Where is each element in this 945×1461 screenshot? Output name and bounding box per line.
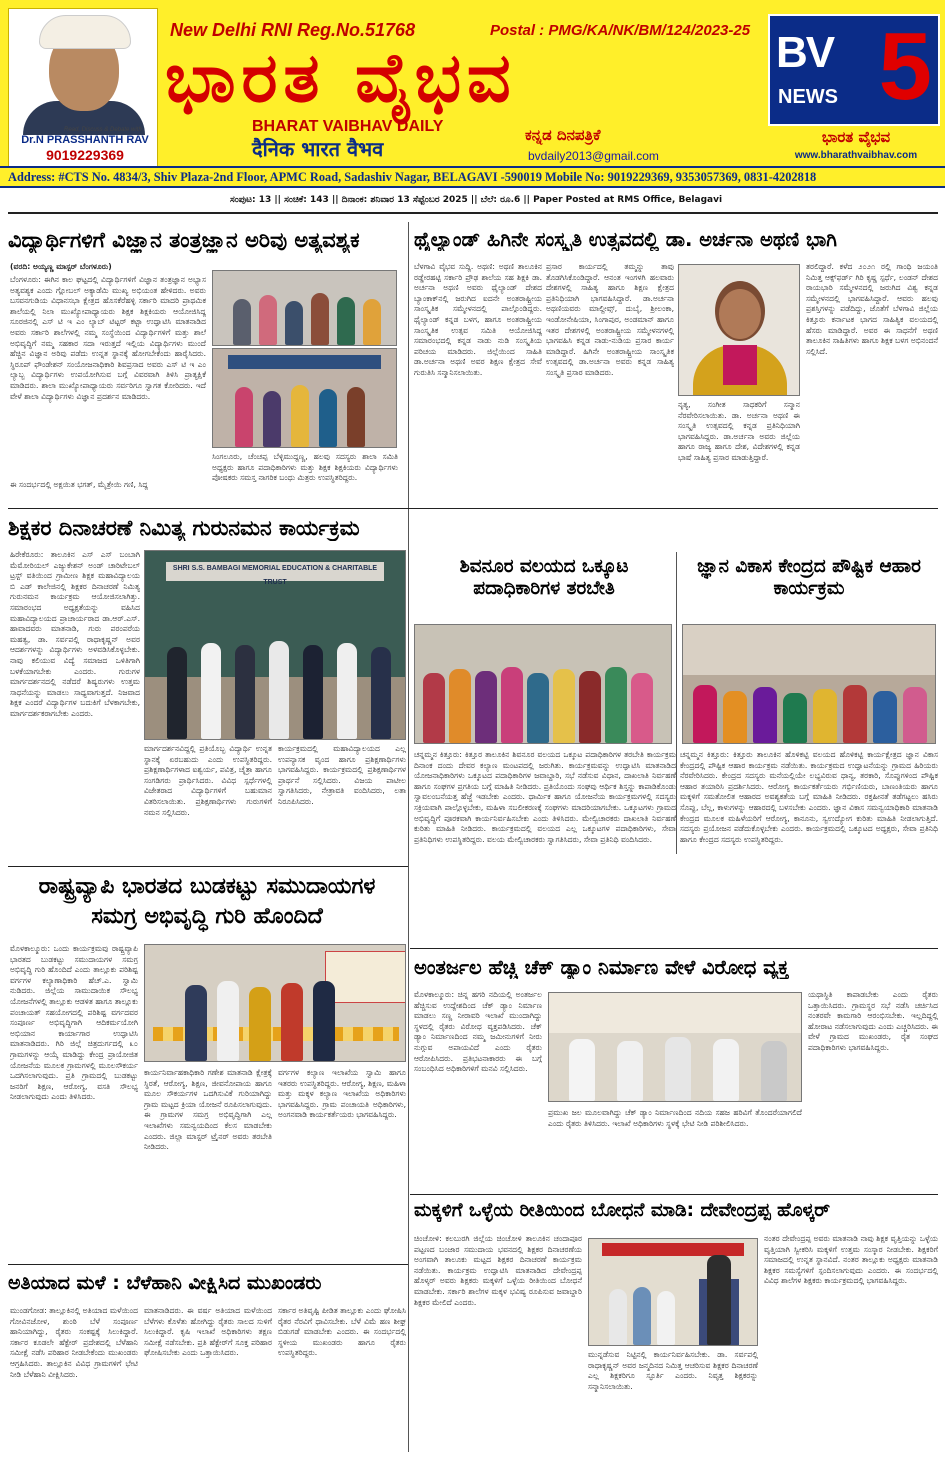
article-body: ನಂತರ ದೇವೇಂದ್ರಪ್ಪ ಅವರು ಮಾತನಾಡಿ ನಾವು ಶಿಕ್ಷಕ ವೃತ್ತಿಯನ್ನು ಒಳ್ಳೆಯ ವೃತ್ತಿಯಾಗಿ ಸ್ವೀಕರಿಸಿ ಮಕ್ಕಳಿಗೆ ಉತ್ತಮ ಸಂಸ್ಕಾರ ನೀಡಬೇಕು. ಶಿಕ್ಷಕರಿಗೆ ಸಮಾಜದಲ್ಲಿ ಉನ್ನತ ಸ್ಥಾನವಿದೆ. ನಂತರ ತಾಲ್ಲೂಕು ಅಧ್ಯಕ್ಷರು ಮಾತನಾಡಿ ಶಿಕ್ಷಕರ ಸಮಸ್ಯೆಗಳಿಗೆ ಸ್ಪಂದಿಸಲಾಗುವುದು ಎಂದರು. ಈ ಸಂದರ್ಭದಲ್ಲಿ ವಿವಿಧ ಶಾಲೆಗಳ ಶಿಕ್ಷಕರು ಕಾರ್ಯಕ್ರಮದಲ್ಲಿ ಭಾಗವಹಿಸಿದ್ದರು. [764,1234,938,1286]
article-body: ನೃತ್ಯ, ಸಂಗೀತ ಸಾಧಕರಿಗೆ ಸನ್ಮಾನ ನೆರವೇರಿಸಲಾಯಿತು. ಡಾ. ಅರ್ಚನಾ ಅಥಣಿ ಈ ಸಂಸ್ಕೃತಿ ಉತ್ಸವದಲ್ಲಿ ಕನ್ನಡ ಪ್ರತಿನಿಧಿಯಾಗಿ ಭಾಗವಹಿಸಿದ್ದರು. ಡಾ.ಅರ್ಚನಾ ಅವರು ಜಿಲ್ಲೆಯ ಹಾಗೂ ರಾಜ್ಯ ಹಾಗೂ ದೇಶ, ವಿದೇಶಗಳಲ್ಲಿ ಕನ್ನಡ ಭಾಷೆ ಸಾಹಿತ್ಯ ಪ್ರಸಾರ ಮಾಡುತ್ತಿದ್ದಾರೆ. [678,400,800,462]
article-body: ಈ ಸಂದರ್ಭದಲ್ಲಿ ಅಕ್ಷಯಿತ ಭಗತ್, ಮೈತ್ರೇಯಿ ಗಣಿ, ಸಿದ್ದ [10,480,148,489]
article-body: ಕಾರ್ಯಕ್ರಮದಲ್ಲಿ ಮಹಾವಿದ್ಯಾಲಯದ ಎಲ್ಲ ಉಪನ್ಯಾಸಕ ವೃಂದ ಹಾಗೂ ಪ್ರಶಿಕ್ಷಣಾರ್ಥಿಗಳು ಭಾಗವಹಿಸಿದ್ದರು. ಕಾರ್ಯಕ್ರಮದಲ್ಲಿ ಪ್ರಶಿಕ್ಷಣಾರ್ಥಿಗಳ ಪ್ರಾರ್ಥನೆ ಸಲ್ಲಿಸಿದರು. ವಿಜಯ ಪಾಟೀಲ ಸ್ವಾಗತಿಸಿದರು, ನೇತ್ರಾವತಿ ವಂದಿಸಿದರು, ಲತಾ ನಿರೂಪಿಸಿದರು. [278,744,406,806]
divider [8,508,938,509]
article-body: ಯಥಾಸ್ಥಿತಿ ಕಾಪಾಡಬೇಕು ಎಂದು ರೈತರು ಒತ್ತಾಯಿಸಿದರು. ಗ್ರಾಮಸ್ಥರ ಸಭೆ ನಡೆಸಿ ಚರ್ಚಿಸಿದ ನಂತರವೇ ಕಾಮಗಾರಿ ಆರಂಭಿಸಬೇಕು. ಇಲ್ಲದಿದ್ದಲ್ಲಿ ಹೋರಾಟ ನಡೆಸಲಾಗುವುದು ಎಂದು ಎಚ್ಚರಿಸಿದರು. ಈ ವೇಳೆ ಗ್ರಾಮದ ಮುಖಂಡರು, ರೈತ ಸಂಘದ ಪದಾಧಿಕಾರಿಗಳು ಭಾಗವಹಿಸಿದ್ದರು. [808,990,938,1052]
headline-shivanur-training: ಶಿವನೂರ ವಲಯದ ಒಕ್ಕೂಟ ಪದಾಧಿಕಾರಿಗಳ ತರಬೇತಿ [459,556,629,600]
channel-name-kannada: ಭಾರತ ವೈಭವ [821,128,891,146]
rni-number: New Delhi RNI Reg.No.51768 [170,20,416,40]
newspaper-title-kannada: ಭಾರತ ವೈಭವ [165,39,517,118]
headline-thailand-festival: ಥೈಲ್ಯಾಂಡ್ ಹಿಗಿನೇ ಸಂಸ್ಕೃತಿ ಉತ್ಸವದಲ್ಲಿ ಡಾ. ಅರ್ಚನಾ ಅಥಣಿ ಭಾಗಿ [414,228,837,251]
article-body: ಬೆಳಗಾವಿ ವೈಭವ ಸುದ್ದಿ. ಅಥಣಿ: ಅಥಣಿ ತಾಲೂಕಿನ ರಡ್ಡೇರಹಟ್ಟಿ ಸರ್ಕಾರಿ ಪ್ರೌಢ ಶಾಲೆಯ ಸಹ ಶಿಕ್ಷಕಿ ಡಾ. ಅರ್ಚನಾ ಅಥಣಿ ಅವರು ಥೈಲ್ಯಾಂಡ್ ದೇಶದ ಬ್ಯಾಂಕಾಕ್‌ನಲ್ಲಿ ಜರುಗಿದ ಐದನೇ ಅಂತರಾಷ್ಟ್ರೀಯ ಸಾಂಸ್ಕೃತಿಕ ಸಮ್ಮೇಳನದಲ್ಲಿ ಪಾಲ್ಗೊಂಡಿದ್ದರು. ಥೈಲ್ಯಾಂಡ್ ಕನ್ನಡ ಬಳಗ, ಹಾಗೂ ಅಂತರಾಷ್ಟ್ರೀಯ ಸಾಂಸ್ಕೃತಿಕ ಉತ್ಸವ ಸಮಿತಿ ಆಯೋಜಿಸಿದ್ದ ಸಮಾರಂಭದಲ್ಲಿ ಕನ್ನಡ ನಾಡು ನುಡಿ ಸಂಸ್ಕೃತಿಯ ಪರಿಚಯ ಮಾಡಿದರು. ಜಿಲ್ಲೆಯಿಂದ ಸಾಹಿತಿ ಡಾ.ಅರ್ಚನಾ ಅಥಣಿ ಅವರ ಶಿಕ್ಷಣ ಕ್ಷೇತ್ರದ ಸೇವೆ ಗುರುತಿಸಿ ಸನ್ಮಾನಿಸಲಾಯಿತು. [414,262,542,377]
headline-line-2: ಸಮಗ್ರ ಅಭಿವೃದ್ಧಿ ಗುರಿ ಹೊಂದಿದೆ [91,904,323,929]
newspaper-title-english: BHARAT VAIBHAV DAILY [252,118,444,135]
editor-phone: 9019229369 [46,147,124,163]
headline-science-awareness: ವಿದ್ಯಾರ್ಥಿಗಳಿಗೆ ವಿಜ್ಞಾನ ತಂತ್ರಜ್ಞಾನ ಅರಿವು ಅತ್ಯವಶ್ಯಕ [8,228,360,252]
article-body: ಸರ್ಕಾರ ಅತಿವೃಷ್ಟಿ ಪೀಡಿತ ತಾಲ್ಲೂಕು ಎಂದು ಘೋಷಿಸಿ ರೈತರ ನೆರವಿಗೆ ಧಾವಿಸಬೇಕು. ಬೆಳೆ ವಿಮೆ ಹಣ ಶೀಘ್ರ ಬಿಡುಗಡೆ ಮಾಡಬೇಕು ಎಂದರು. ಈ ಸಂದರ್ಭದಲ್ಲಿ ಸ್ಥಳೀಯ ಮುಖಂಡರು ಹಾಗೂ ರೈತರು ಉಪಸ್ಥಿತರಿದ್ದರು. [278,1306,406,1358]
article-body: ವರ್ಗಗಳ ಕಲ್ಯಾಣ ಇಲಾಖೆಯ ಸ್ವಾಮಿ ಹಾಗೂ ಇತರರು ಉಪಸ್ಥಿತರಿದ್ದರು. ಆರೋಗ್ಯ, ಶಿಕ್ಷಣ, ಮಹಿಳಾ ಮತ್ತು ಮಕ್ಕಳ ಕಲ್ಯಾಣ ಇಲಾಖೆಯ ಅಧಿಕಾರಿಗಳು ಭಾಗವಹಿಸಿದ್ದರು. ಗ್ರಾಮ ಪಂಚಾಯತಿ ಅಧಿಕಾರಿಗಳು, ಅಂಗನವಾಡಿ ಕಾರ್ಯಕರ್ತೆಯರು ಭಾಗವಹಿಸಿದ್ದರು. [278,1068,406,1120]
column-divider [408,222,409,1452]
news-photo [414,624,672,744]
newspaper-title-hindi: दैनिक भारत वैभव [252,137,384,161]
article-body: ತರಲಿದ್ದಾರೆ. ಕಳೆದ ೨೦೨೧ ರಲ್ಲಿ ಗಾಂಧಿ ಜಯಂತಿ ನಿಮಿತ್ತ ಆಕ್ಸ್‌ಫರ್ಡ್ ಗಿರಿ ಕೃಷ್ಣ ಸ್ಪರ್ಧೆ, ಲಂಡನ್ ದೇಶದ ರಾಯಭಾರಿ ಸಮ್ಮೇಳನದಲ್ಲಿ ಜರುಗಿದ ವಿಶ್ವ ಕನ್ನಡ ಸಮ್ಮೇಳನದಲ್ಲಿ ಭಾಗವಹಿಸಿದ್ದಾರೆ. ಆವರು ಹಲವು ಪ್ರಶಸ್ತಿಗಳನ್ನು ಪಡೆದಿದ್ದು, ಜೊತೆಗೆ ಬೆಳಗಾವಿ ಜಿಲ್ಲೆಯ ಕಿತ್ತೂರು ಕರ್ನಾಟಕ ಭಾಗದ ಸಾಹಿತ್ಯಿಕ ವಲಯದಲ್ಲಿ ಹೆಸರು ಮಾಡಿದ್ದಾರೆ. ಅವರ ಈ ಸಾಧನೆಗೆ ಅಥಣಿ ತಾಲೂಕಿನ ಸಾಹಿತಿಗಳು ಹಾಗೂ ಶಿಕ್ಷಕ ಬಳಗ ಅಭಿನಂದನೆ ಸಲ್ಲಿಸಿದೆ. [806,262,938,356]
article-body: ಕಾರ್ಯನಿರ್ವಾಹಕಾಧಿಕಾರಿ ಗಣೇಶ ಮಾತನಾಡಿ ಕ್ಷೇತ್ರಕ್ಕೆ ಸ್ಥಿರತೆ, ಆರೋಗ್ಯ, ಶಿಕ್ಷಣ, ಜೀವನೋಪಾಯ ಹಾಗೂ ಮೂಲ ಸೌಕರ್ಯಗಳ ಒದಗಿಸುವಿಕೆ ಗುರಿಯಾಗಿದ್ದು ಗ್ರಾಮ ಮಟ್ಟದ ಕ್ರಿಯಾ ಯೋಜನೆ ರೂಪಿಸಲಾಗುವುದು. ಈ ಗ್ರಾಮಗಳ ಸಮಗ್ರ ಅಭಿವೃದ್ಧಿಗಾಗಿ ಎಲ್ಲ ಇಲಾಖೆಗಳು ಸಮನ್ವಯದಿಂದ ಕೆಲಸ ಮಾಡಬೇಕು ಎಂದರು. ಜಿಲ್ಲಾ ಮಾಸ್ಟರ್ ಟ್ರೈನರ್ ಅವರು ತರಬೇತಿ ನೀಡಿದರು. [144,1068,272,1152]
headline-check-dam-protest: ಅಂತರ್ಜಲ ಹೆಚ್ಚಿ ಚೆಕ್ ಡ್ಯಾಂ ನಿರ್ಮಾಣ ವೇಳೆ ವಿರೋಧ ವ್ಯಕ್ತ [414,956,789,979]
article-body: ಮೊಳಕಾಲ್ಮೂರು: ಒಂದು ಕಾರ್ಯಕ್ರಮವು ರಾಷ್ಟ್ರವ್ಯಾಪಿ ಭಾರತದ ಬುಡಕಟ್ಟು ಸಮುದಾಯಗಳ ಸಮಗ್ರ ಅಭಿವೃದ್ಧಿ ಗುರಿ ಹೊಂದಿದೆ ಎಂದು ತಾಲ್ಲೂಕು ಪರಿಶಿಷ್ಟ ವರ್ಗಗಳ ಕಲ್ಯಾಣಾಧಿಕಾರಿ ಹೆಚ್.ಎ. ಸ್ವಾಮಿ ನುಡಿದರು. ಜಿಲ್ಲೆಯ ಸಾಮುದಾಯಿಕ ಸೌಲಭ್ಯ ಯೋಜನೆಗಳಲ್ಲಿ ತಾಲ್ಲೂಕು ಆಡಳಿತ ಹಾಗೂ ತಾಲ್ಲೂಕು ಪಂಚಾಯತ್ ಸಹಯೋಗದಲ್ಲಿ ಪರಿಶಿಷ್ಟ ವರ್ಗದವರ ಸಂಪೂರ್ಣ ಅಭಿವೃದ್ಧಿಗಾಗಿ ಆದಿಕರ್ಮಯೋಗಿ ಅಭಿಯಾನ ಕಾರ್ಯಾಗಾರ ಉದ್ಘಾಟಿಸಿ ಮಾತನಾಡಿದರು. ಗಿರಿ ಜಿಲ್ಲೆ ಚಿತ್ರದುರ್ಗದಲ್ಲಿ ೩೦ ಗ್ರಾಮಗಳನ್ನು ಆಯ್ಕೆ ಮಾಡಿದ್ದು ಕೇಂದ್ರ ಪ್ರಾಯೋಜಿತ ಯೋಜನೆಯ ಮೂಲಕ ಗ್ರಾಮಗಳಲ್ಲಿ ಮೂಲಸೌಕರ್ಯ ಒದಗಿಸಲಾಗುವುದು. ಪ್ರತಿ ಗ್ರಾಮದಲ್ಲಿ ಬುಡಕಟ್ಟು ಜನರಿಗೆ ಶಿಕ್ಷಣ, ಆರೋಗ್ಯ, ವಸತಿ ಸೌಲಭ್ಯ ನೀಡಲಾಗುವುದು ಎಂದು ತಿಳಿಸಿದರು. [10,944,138,1102]
article-body: ಪ್ರಸಾರ ಕಾರ್ಯದಲ್ಲಿ ತಮ್ಮನ್ನು ತಾವು ತೊಡಗಿಸಿಕೊಂಡಿದ್ದಾರೆ. ಆನಂತ ಇಂಗಳಗಿ ಹಲವಾರು ದೇಶಗಳಲ್ಲಿ ಸಾಹಿತ್ಯ ಹಾಗೂ ಶಿಕ್ಷಣ ಕ್ಷೇತ್ರದ ಪ್ರತಿನಿಧಿಯಾಗಿ ಭಾಗವಹಿಸಿದ್ದಾರೆ. ಡಾ.ಅರ್ಚನಾ ಅಥಣಿಯವರು ಮಾಲ್ದೀವ್ಸ್, ದುಬೈ, ಶ್ರೀಲಂಕಾ, ಇಂಡೋನೇಷಿಯಾ, ಸಿಂಗಾಪುರ, ಅಂಡಮಾನ್ ಹಾಗೂ ಇತರ ದೇಶಗಳಲ್ಲಿ ಅಂತರಾಷ್ಟ್ರೀಯ ಸಮ್ಮೇಳನಗಳಲ್ಲಿ ಭಾಗವಹಿಸಿ ಕನ್ನಡ ನಾಡು-ನುಡಿಯ ಪ್ರಸಾರ ಕಾರ್ಯ ಮಾಡಿದ್ದಾರೆ. ಹಿಗಿನೇ ಅಂತರಾಷ್ಟ್ರೀಯ ಸಾಂಸ್ಕೃತಿಕ ಉತ್ಸವದಲ್ಲಿ ಡಾ.ಅರ್ಚನಾ ಅವರು ಕನ್ನಡ ಸಾಹಿತ್ಯ ಸಂಸ್ಕೃತಿ ಪ್ರಸಾರ ಮಾಡಿದರು. [546,262,674,377]
headline-tribal-development [8,872,406,932]
divider [8,1264,408,1265]
website-link[interactable]: www.bharathvaibhav.com [794,150,918,161]
article-body: ಚನ್ನಮ್ಮನ ಕಿತ್ತೂರು: ಕಿತ್ತೂರ ತಾಲೂಕಿನ ಶಿವನೂರ ವಲಯದ ಒಕ್ಕೂಟ ಪದಾಧಿಕಾರಿಗಳ ತರಬೇತಿ ಕಾರ್ಯಕ್ರಮ ದಿನಾಂಕ ದಂದು ದೇವರ ಕಲ್ಯಾಣ ಮಂಟಪದಲ್ಲಿ ಜರುಗಿತು. ಕಾರ್ಯಕ್ರಮವನ್ನು ಉದ್ಘಾಟಿಸಿ ಮಾತನಾಡಿದ ಯೋಜನಾಧಿಕಾರಿಗಳು ಒಕ್ಕೂಟದ ಪದಾಧಿಕಾರಿಗಳ ಜವಾಬ್ದಾರಿ, ಸಭೆ ನಡೆಸುವ ವಿಧಾನ, ದಾಖಲಾತಿ ನಿರ್ವಹಣೆ ಹಾಗೂ ಸಂಘಗಳ ಪ್ರಗತಿಯ ಬಗ್ಗೆ ಮಾಹಿತಿ ನೀಡಿದರು. ಪ್ರತಿಯೊಂದು ಸಂಘವು ಆರ್ಥಿಕ ಶಿಸ್ತನ್ನು ಕಾಪಾಡಿಕೊಂಡು ಸ್ವಾವಲಂಬನೆಯತ್ತ ಹೆಜ್ಜೆ ಇಡಬೇಕು ಎಂದರು. ಧಾರ್ಮಿಕ ಹಾಗೂ ಯೋಜನೆಯ ಕಾರ್ಯಕ್ರಮಗಳಲ್ಲಿ ಸದಸ್ಯರು ಸಕ್ರಿಯವಾಗಿ ಪಾಲ್ಗೊಳ್ಳಬೇಕು, ಮಹಿಳಾ ಸಬಲೀಕರಣಕ್ಕೆ ಸಂಘಗಳು ಮಾದರಿಯಾಗಬೇಕು. ಒಕ್ಕೂಟಗಳು ಗ್ರಾಮದ ಅಭಿವೃದ್ಧಿಗೆ ಪೂರಕವಾಗಿ ಕಾರ್ಯನಿರ್ವಹಿಸಬೇಕು ಎಂದು ತಿಳಿಸಿದರು. ಮೇಲ್ವಿಚಾರಕರು ದಾಖಲಾತಿ ನಿರ್ವಹಣೆ ಕುರಿತು ಮಾಹಿತಿ ನೀಡಿದರು. ಕಾರ್ಯಕ್ರಮದಲ್ಲಿ ವಲಯದ ಎಲ್ಲ ಒಕ್ಕೂಟಗಳ ಪದಾಧಿಕಾರಿಗಳು, ಸೇವಾ ಪ್ರತಿನಿಧಿಗಳು ಉಪಸ್ಥಿತರಿದ್ದರು. ವಲಯ ಮೇಲ್ವಿಚಾರಕರು ಸ್ವಾಗತಿಸಿದರು, ಸೇವಾ ಪ್ರತಿನಿಧಿ ವಂದಿಸಿದರು. [414,750,676,844]
article-body: ಪ್ರಮುಖ ಜಲ ಮೂಲವಾಗಿದ್ದು ಚೆಕ್ ಡ್ಯಾಂ ನಿರ್ಮಾಣದಿಂದ ನದಿಯ ಸಹಜ ಹರಿವಿಗೆ ತೊಂದರೆಯಾಗಲಿದೆ ಎಂದು ರೈತರು ತಿಳಿಸಿದರು. ಇಲಾಖೆ ಅಧಿಕಾರಿಗಳು ಸ್ಥಳಕ್ಕೆ ಭೇಟಿ ನೀಡಿ ಪರಿಶೀಲಿಸಿದರು. [548,1108,802,1128]
divider [8,212,938,214]
article-body: ಮಾರ್ಗದರ್ಶನವಿದ್ದಲ್ಲಿ ಪ್ರತಿಯೊಬ್ಬ ವಿದ್ಯಾರ್ಥಿ ಉನ್ನತ ಸ್ಥಾನಕ್ಕೆ ಏರಬಹುದು ಎಂದು ಉಪಸ್ಥಿತರಿದ್ದರು. ಪ್ರಶಿಕ್ಷಣಾರ್ಥಿಗಳಾದ ಐಶ್ವರ್ಯ, ಪವಿತ್ರ, ಚೈತ್ರಾ ಹಾಗೂ ಸಂಗಡಿಗರು ಪ್ರಾರ್ಥಿಸಿದರು. ವಿವಿಧ ಸ್ಪರ್ಧೆಗಳಲ್ಲಿ ವಿಜೇತರಾದ ವಿದ್ಯಾರ್ಥಿಗಳಿಗೆ ಬಹುಮಾನ ವಿತರಿಸಲಾಯಿತು. ಪ್ರಶಿಕ್ಷಣಾರ್ಥಿಗಳು ಗುರುಗಳಿಗೆ ನಮನ ಸಲ್ಲಿಸಿದರು. [144,744,272,817]
kannada-daily-label: ಕನ್ನಡ ದಿನಪತ್ರಿಕೆ [525,126,601,144]
article-body: ಚಿಂಚೋಳಿ: ಕಲಬುರಗಿ ಜಿಲ್ಲೆಯ ಚಿಂಚೋಳಿ ತಾಲೂಕಿನ ಚಂದಾಪೂರ ಪಟ್ಟಣದ ಬಂಜಾರ ಸಮುದಾಯ ಭವನದಲ್ಲಿ ಶಿಕ್ಷಕರ ದಿನಾಚರಣೆಯ ಅಂಗವಾಗಿ ತಾಲೂಕು ಮಟ್ಟದ ಶಿಕ್ಷಕರ ದಿನಾಚರಣೆ ಕಾರ್ಯಕ್ರಮ ನಡೆಯಿತು. ಕಾರ್ಯಕ್ರಮ ಉದ್ಘಾಟಿಸಿ ಮಾತನಾಡಿದ ದೇವೇಂದ್ರಪ್ಪ ಹೊಳ್ಕರ್ ಅವರು ಶಿಕ್ಷಕರು ಮಕ್ಕಳಿಗೆ ಒಳ್ಳೆಯ ರೀತಿಯಿಂದ ಬೋಧನೆ ಮಾಡಬೇಕು. ಸರ್ಕಾರಿ ಶಾಲೆಗಳ ಮಕ್ಕಳ ಭವಿಷ್ಯ ರೂಪಿಸುವ ಜವಾಬ್ದಾರಿ ಶಿಕ್ಷಕರ ಮೇಲಿದೆ ಎಂದರು. [414,1234,582,1307]
portrait-caption: Read, Discuss & Debate with [64,127,142,133]
article-body: ಮಾತನಾಡಿದರು. ಈ ವರ್ಷ ಅತಿಯಾದ ಮಳೆಯಿಂದ ಬೆಳೆಗಳು ಕೊಳೆತು ಹೋಗಿದ್ದು ರೈತರು ಸಾಲದ ಸುಳಿಗೆ ಸಿಲುಕಿದ್ದಾರೆ. ಕೃಷಿ ಇಲಾಖೆ ಅಧಿಕಾರಿಗಳು ತಕ್ಷಣ ಸಮೀಕ್ಷೆ ನಡೆಸಬೇಕು. ಪ್ರತಿ ಹೆಕ್ಟೇರ್‌ಗೆ ಸೂಕ್ತ ಪರಿಹಾರ ಘೋಷಿಸಬೇಕು ಎಂದು ಒತ್ತಾಯಿಸಿದರು. [144,1306,272,1358]
news-photo [682,624,936,744]
article-body: ಮೊಳಕಾಲ್ಮೂರು: ಚಿನ್ನ ಹಗರಿ ನದಿಯಲ್ಲಿ ಅಂತರ್ಜಲ ಹೆಚ್ಚಿಸುವ ಉದ್ದೇಶದಿಂದ ಚೆಕ್ ಡ್ಯಾಂ ನಿರ್ಮಾಣ ಮಾಡಲು ಸಣ್ಣ ನೀರಾವರಿ ಇಲಾಖೆ ಮುಂದಾಗಿದ್ದು ಸ್ಥಳದಲ್ಲಿ ರೈತರು ವಿರೋಧ ವ್ಯಕ್ತಪಡಿಸಿದರು. ಚೆಕ್ ಡ್ಯಾಂ ನಿರ್ಮಾಣದಿಂದ ನಮ್ಮ ಜಮೀನುಗಳಿಗೆ ನೀರು ನುಗ್ಗುವ ಅಪಾಯವಿದೆ ಎಂದು ರೈತರು ಆರೋಪಿಸಿದರು. ಪ್ರತಿಭಟನಾಕಾರರು ಈ ಬಗ್ಗೆ ಸಂಬಂಧಿಸಿದ ಅಧಿಕಾರಿಗಳಿಗೆ ಮನವಿ ಸಲ್ಲಿಸಿದರು. [414,990,542,1074]
logo-news-text: NEWS [778,86,838,108]
news-photo [548,992,802,1102]
news-photo [144,944,406,1062]
address-bar: Address: #CTS No. 4834/3, Shiv Plaza-2nd Floor, APMC Road, Sadashiv Nagar, BELAGAVI -590019 Mobile No: 9019229369, 9353057369, 0831-4202818 [0,166,945,188]
headline-teachers-day: ಶಿಕ್ಷಕರ ದಿನಾಚರಣೆ ನಿಮಿತ್ಯ ಗುರುನಮನ ಕಾರ್ಯಕ್ರಮ [8,516,360,540]
logo-bv-text: BV [776,28,834,77]
divider [410,1194,938,1195]
news-photo [212,270,397,346]
divider [8,866,408,867]
logo-number: 5 [878,13,932,120]
article-body: ಬೆಂಗಳೂರು: ಈಗಿನ ಕಾಲ ಘಟ್ಟದಲ್ಲಿ ವಿದ್ಯಾರ್ಥಿಗಳಿಗೆ ವಿಜ್ಞಾನ ತಂತ್ರಜ್ಞಾನ ಅಭ್ಯಾಸ ಅತ್ಯವಶ್ಯಕ ಎಂದು ಗ್ಲೋಬಲ್ ಅಕ್ಯಾಡೆಮಿ ಮುಖ್ಯ ಅಭಿಯಂತ ಹೇಳಿದರು. ಅವರು ಬಸವನಗುಡಿಯ ವಿಧಾನಸಭಾ ಕ್ಷೇತ್ರದ ಹೊಸಕೆರೆಹಳ್ಳಿ ಸರ್ಕಾರಿ ಮಾದರಿ ಪ್ರಾಥಮಿಕ ಶಾಲೆಯಲ್ಲಿ ನಿಲಾ ಮುಖ್ಯೋಪಾಧ್ಯಾಯರು ಶಿಕ್ಷಕ ಶಿಕ್ಷಕಿಯರು ಆಯೋಜಿಸಿದ್ದ ಸೂರಜಿನಲ್ಲಿ ಎಸ್ ಟಿ ಇ ಎಂ ಲ್ಯಾಬ್ ಟಿಟ್ಟರ್ ಕಟ್ಟಾ ಉದ್ಘಾಟಿಸಿ ಮಾತನಾಡಿದ ಅವರು ಸರ್ಕಾರಿ ಶಾಲೆಗಳಲ್ಲಿ ನಮ್ಮ ಸಂಸ್ಥೆಯಿಂದ ವಿದ್ಯಾರ್ಥಿಗಳಿಗೆ ಮತ್ತು ಶಾಲೆ ಅಭಿವೃದ್ಧಿಗೆ ನಮ್ಮ ಸಹಕಾರ ಸದಾ ಇರುತ್ತದೆ ಇಲ್ಲಿಯ ವಿದ್ಯಾರ್ಥಿಗಳು ಮುಂದೆ ಹೆಚ್ಚಿನ ವಿಜ್ಞಾನ ಅರಿವು ಪಡೆದು ಉನ್ನತ ಸ್ಥಾನಕ್ಕೆ ಹೋಗಬೇಕೆಂದು ಹಾರೈಸಿದರು. ಸ್ಥಿರೂಪ್ ಫೌಂಡೇಶನ್ ಸಂಯೋಜನಾಧಿಕಾರಿ ಶಿವಪ್ರಸಾದ ಅವರು ಎಸ್ ಟಿ ಇ ಎಂ ಲ್ಯಾಬ್ಬ ವಿದ್ಯಾರ್ಥಿಗಳು ಉಪಯೋಗಿಸುವ ಬಗ್ಗೆ ವಿವರವಾಗಿ ತಿಳಿಸಿ ಪ್ರಾತ್ಯಕ್ಷಿಕೆ ಮಾಡಿದರು. ಶಾಲಾ ಮುಖ್ಯೋಪಾಧ್ಯಾಯರು ಸರ್ವರಿಗೂ ಸ್ವಾಗತ ಕೋರಿದರು. ಇದೆ ವೇಳೆ ಶಾಲಾ ವಿದ್ಯಾರ್ಥಿಗಳು ವಿಜ್ಞಾನ ಪ್ರದರ್ಶನ ಮಾಡಿದರು. [10,275,206,401]
headline-teaching-advice: ಮಕ್ಕಳಿಗೆ ಒಳ್ಳೆಯ ರೀತಿಯಿಂದ ಬೋಧನೆ ಮಾಡಿ: ದೇವೇಂದ್ರಪ್ಪ ಹೊಳ್ಕರ್ [414,1200,831,1221]
bv5-news-logo [768,14,940,126]
headline-nutrition-program: ಜ್ಞಾನ ವಿಕಾಸ ಕೇಂದ್ರದ ಪೌಷ್ಟಿಕ ಆಹಾರ ಕಾರ್ಯಕ್ರಮ [697,556,921,600]
article-body: ಹಿರೇಕೆರೂರು: ತಾಲೂಕಿನ ಎಸ್ ಎಸ್ ಬಂಬಾಗಿ ಮೆಮೋರಿಯಲ್ ಎಜ್ಯುಕೇಶನ್ ಅಂಡ್ ಚಾರಿಟೇಬಲ್ ಟ್ರಸ್ಟ್ ವತಿಯಿಂದ ಗ್ರಾಮೀಣ ಶಿಕ್ಷಕ ಮಹಾವಿದ್ಯಾಲಯ ಬಿ ಎಡ್ ಕಾಲೇಜಿನಲ್ಲಿ ಶಿಕ್ಷಕರ ದಿನಾಚರಣೆ ನಿಮಿತ್ಯ ಗುರುನಮನ ಕಾರ್ಯಕ್ರಮ ಆಯೋಜಿಸಲಾಗಿತ್ತು. ಸಮಾರಂಭದ ಅಧ್ಯಕ್ಷತೆಯನ್ನು ವಹಿಸಿದ ಮಹಾವಿದ್ಯಾಲಯದ ಪ್ರಾಚಾರ್ಯರಾದ ಡಾ.ಆರ್.ಎಸ್. ಹಾವಾದವರು ಮಾತನಾಡಿ, ಗುರು ಪರಂಪರೆಯ ಮಹತ್ವ, ಡಾ. ಸರ್ವಪಲ್ಲಿ ರಾಧಾಕೃಷ್ಣನ್ ಅವರ ಆದರ್ಶಗಳನ್ನು ವಿದ್ಯಾರ್ಥಿಗಳು ಅಳವಡಿಸಿಕೊಳ್ಳಬೇಕು. ನಾವು ಕಲಿಯುವ ವಿದ್ಯೆ ಸಮಾಜದ ಒಳಿತಿಗಾಗಿ ಬಳಕೆಯಾಗಬೇಕು ಎಂದರು. ಗುರುಗಳ ಮಾರ್ಗದರ್ಶನದಲ್ಲಿ ನಡೆದರೆ ಶಿಷ್ಯರುಗಳು ಉತ್ತಮ ಸಾಧನೆಯನ್ನು ಮಾಡಲು ಸಾಧ್ಯವಾಗುತ್ತದೆ. ನಿಜವಾದ ಶಿಕ್ಷಕ ಎಂದರೆ ವಿದ್ಯಾರ್ಥಿಗಳ ಬದುಕಿಗೆ ಬೆಳಕಾಗಬೇಕು, ಮಾರ್ಗದರ್ಶಕರಾಗಬೇಕು ಎಂದರು. [10,550,140,718]
postal-registration: Postal : PMG/KA/NK/BM/124/2023-25 [490,22,751,39]
portrait-photo [678,264,800,396]
column-divider [676,552,677,854]
issue-info: ಸಂಪುಟ: 13 || ಸಂಚಿಕೆ: 143 || ದಿನಾಂಕ: ಶನಿವಾರ 13 ಸೆಪ್ಟೆಂಬರ 2025 || ಬೆಲೆ: ರೂ.6 || Paper Posted at RMS Office, Belagavi [230,195,723,205]
headline-crop-damage: ಅತಿಯಾದ ಮಳೆ : ಬೆಳೆಹಾನಿ ವೀಕ್ಷಿಸಿದ ಮುಖಂಡರು [8,1272,322,1294]
headline-line-1: ರಾಷ್ಟ್ರವ್ಯಾಪಿ ಭಾರತದ ಬುಡಕಟ್ಟು ಸಮುದಾಯಗಳ [38,874,376,899]
editor-name: Dr.N PRASSHANTH RAV [21,134,149,146]
news-photo [212,348,397,448]
divider [410,948,938,949]
article-body: ಸಿಂಗಲೂರು, ಚೆಂಚಪ್ಪ ಬೆಳ್ಳಿಮುದ್ದಣ್ಣ, ಹಲವು ಸದಸ್ಯರು ಶಾಲಾ ಸಮಿತಿ ಅಧ್ಯಕ್ಷರು ಹಾಗೂ ಪದಾಧಿಕಾರಿಗಳು ಮತ್ತು ಶಿಕ್ಷಕ ಶಿಕ್ಷಕಿಯರು ವಿದ್ಯಾರ್ಥಿಗಳು ಪೋಷಕರು ಸಮಸ್ತ ನಾಗರಿಕ ಬಂಧು ಮಿತ್ರರು ಉಪಸ್ಥಿತರಿದ್ದರು. [212,452,398,483]
article-body: ಮುಂಡಗೋಡ: ತಾಲ್ಲೂಕಿನಲ್ಲಿ ಅತಿಯಾದ ಮಳೆಯಿಂದ ಗೋವಿನಜೋಳ, ಶುಂಠಿ ಬೆಳೆ ಸಂಪೂರ್ಣ ಹಾನಿಯಾಗಿದ್ದು, ರೈತರು ಸಂಕಷ್ಟಕ್ಕೆ ಸಿಲುಕಿದ್ದಾರೆ. ಸರ್ಕಾರ ಕೂಡಲೇ ಹೆಕ್ಟೇರ್ ಪ್ರದೇಶದಲ್ಲಿ ಬೆಳೆಹಾನಿ ಸಮೀಕ್ಷೆ ನಡೆಸಿ ಪರಿಹಾರ ನೀಡಬೇಕೆಂದು ಮುಖಂಡರು ಆಗ್ರಹಿಸಿದರು. ತಾಲ್ಲೂಕಿನ ವಿವಿಧ ಗ್ರಾಮಗಳಿಗೆ ಭೇಟಿ ನೀಡಿ ಬೆಳೆಹಾನಿ ವೀಕ್ಷಿಸಿದರು. [10,1306,138,1379]
article-body: ಚನ್ನಮ್ಮನ ಕಿತ್ತೂರು: ಕಿತ್ತೂರು ತಾಲೂಕಿನ ಹೊಳಿಕಟ್ಟಿ ವಲಯದ ಹೊಳಿಕಟ್ಟಿ ಕಾರ್ಯಕ್ಷೇತ್ರದ ಜ್ಞಾನ ವಿಕಾಸ ಕೇಂದ್ರದಲ್ಲಿ ಪೌಷ್ಟಿಕ ಆಹಾರ ಕಾರ್ಯಕ್ರಮ ನಡೆಯಿತು. ಕಾರ್ಯಕ್ರಮದ ಉದ್ಘಾಟನೆಯನ್ನು ಗ್ರಾಮದ ಹಿರಿಯರು ನೆರವೇರಿಸಿದರು. ಕೇಂದ್ರದ ಸದಸ್ಯರು ಮನೆಯಲ್ಲಿಯೇ ಲಭ್ಯವಿರುವ ಧಾನ್ಯ, ತರಕಾರಿ, ಸೊಪ್ಪುಗಳಿಂದ ಪೌಷ್ಟಿಕ ಆಹಾರ ತಯಾರಿಸಿ ಪ್ರದರ್ಶಿಸಿದರು. ಆರೋಗ್ಯ ಕಾರ್ಯಕರ್ತೆಯರು ಗರ್ಭಿಣಿಯರು, ಬಾಣಂತಿಯರು ಹಾಗೂ ಮಕ್ಕಳಿಗೆ ಸಮತೋಲಿತ ಆಹಾರದ ಅವಶ್ಯಕತೆಯ ಬಗ್ಗೆ ಮಾಹಿತಿ ನೀಡಿದರು. ರಕ್ತಹೀನತೆ ತಡೆಗಟ್ಟಲು ಹಸಿರು ಸೊಪ್ಪು, ಬೆಲ್ಲ, ಕಾಳುಗಳನ್ನು ಆಹಾರದಲ್ಲಿ ಬಳಸಬೇಕು ಎಂದರು. ಜ್ಞಾನ ವಿಕಾಸ ಸಮನ್ವಯಾಧಿಕಾರಿ ಮಾತನಾಡಿ ಕೇಂದ್ರದ ಮೂಲಕ ಮಹಿಳೆಯರಿಗೆ ಆರೋಗ್ಯ, ಕಾನೂನು, ಸ್ವಉದ್ಯೋಗ ಕುರಿತು ಮಾಹಿತಿ ನೀಡಲಾಗುತ್ತಿದೆ. ಸದಸ್ಯರು ಪ್ರಯೋಜನ ಪಡೆದುಕೊಳ್ಳಬೇಕು ಎಂದರು. ಕಾರ್ಯಕ್ರಮದಲ್ಲಿ ಒಕ್ಕೂಟದ ಅಧ್ಯಕ್ಷರು, ಸೇವಾ ಪ್ರತಿನಿಧಿ ಹಾಗೂ ಕೇಂದ್ರದ ಸದಸ್ಯರು ಉಪಸ್ಥಿತರಿದ್ದರು. [680,750,938,844]
email-link[interactable]: bvdaily2013@gmail.com [528,149,659,163]
byline: (ವರದಿ: ಅಯ್ಯಣ್ಣ ಮಾಸ್ಟರ್ ಬೆಂಗಳೂರು) [10,262,112,271]
news-photo [588,1238,758,1346]
news-photo: SHRI S.S. BAMBAGI MEMORIAL EDUCATION & CHARITABLE TRUST [144,550,406,740]
article-body: ಮುನ್ನಡೆಸುವ ನಿಟ್ಟಿನಲ್ಲಿ ಕಾರ್ಯನಿರ್ವಹಿಸಬೇಕು. ಡಾ. ಸರ್ವಪಲ್ಲಿ ರಾಧಾಕೃಷ್ಣನ್ ಅವರ ಜನ್ಮದಿನದ ನಿಮಿತ್ತ ಆಚರಿಸುವ ಶಿಕ್ಷಕರ ದಿನಾಚರಣೆ ಎಲ್ಲ ಶಿಕ್ಷಕರಿಗೂ ಸ್ಫೂರ್ತಿ ಎಂದರು. ನಿವೃತ್ತ ಶಿಕ್ಷಕರನ್ನು ಸನ್ಮಾನಿಸಲಾಯಿತು. [588,1350,758,1391]
